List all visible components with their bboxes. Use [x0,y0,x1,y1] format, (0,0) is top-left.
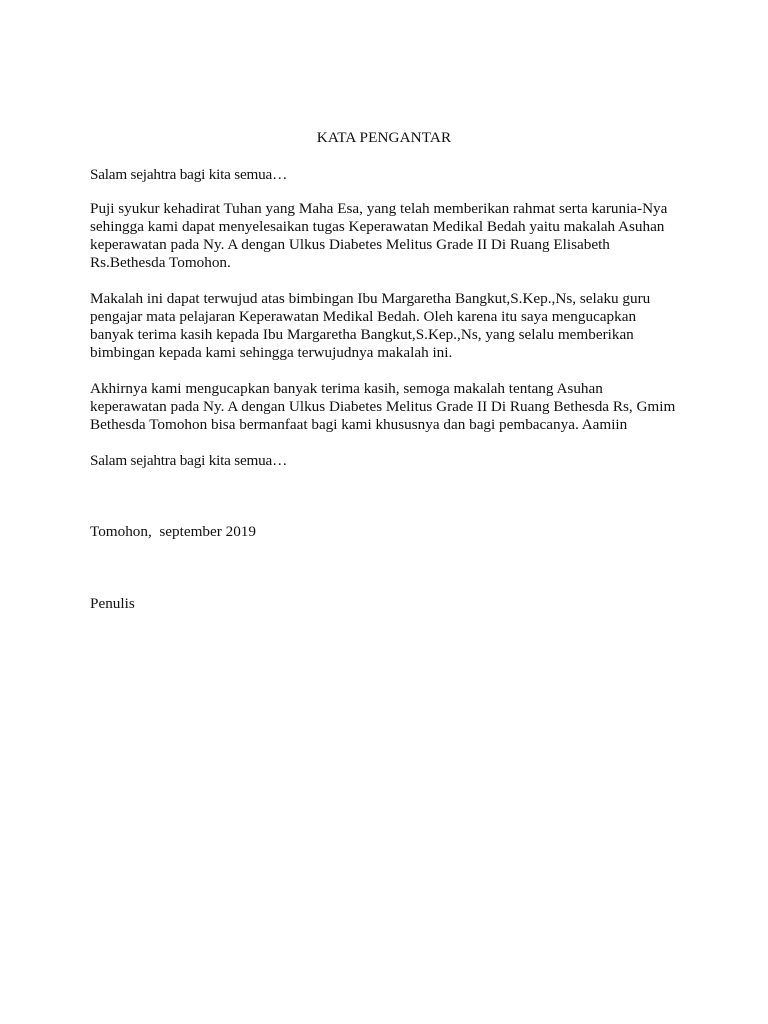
paragraph-line: bimbingan kepada kami sehingga terwujudnya makalah ini. [90,344,453,361]
paragraph-2 [90,290,710,362]
greeting-top: Salam sejahtra bagi kita semua… [90,166,288,183]
paragraph-line: pengajar mata pelajaran Keperawatan Medikal Bedah. Oleh karena itu saya mengucapkan [90,308,637,325]
paragraph-line: Bethesda Tomohon bisa bermanfaat bagi kami khususnya dan bagi pembacanya. Aamiin [90,416,628,433]
paragraph-line: sehingga kami dapat menyelesaikan tugas Keperawatan Medikal Bedah yaitu makalah Asuhan [90,218,665,235]
document-title: KATA PENGANTAR [316,129,452,146]
paragraph-line: keperawatan pada Ny. A dengan Ulkus Diabetes Melitus Grade II Di Ruang Elisabeth [90,236,610,253]
paragraph-line: Rs.Bethesda Tomohon. [90,254,231,271]
greeting-bottom: Salam sejahtra bagi kita semua… [90,452,288,469]
paragraph-line: keperawatan pada Ny. A dengan Ulkus Diabetes Melitus Grade II Di Ruang Bethesda Rs, Gmim [90,398,676,415]
paragraph-line: Makalah ini dapat terwujud atas bimbingan Ibu Margaretha Bangkut,S.Kep.,Ns, selaku guru [90,290,651,307]
place-date: Tomohon, september 2019 [90,523,256,540]
paragraph-line: Akhirnya kami mengucapkan banyak terima kasih, semoga makalah tentang Asuhan [90,380,603,397]
signature: Penulis [90,595,135,612]
paragraph-line: banyak terima kasih kepada Ibu Margaretha Bangkut,S.Kep.,Ns, yang selalu memberikan [90,326,634,343]
paragraph-line: Puji syukur kehadirat Tuhan yang Maha Esa, yang telah memberikan rahmat serta karunia-Nya [90,200,668,217]
paragraph-1 [90,200,710,272]
paragraph-3 [90,380,710,434]
